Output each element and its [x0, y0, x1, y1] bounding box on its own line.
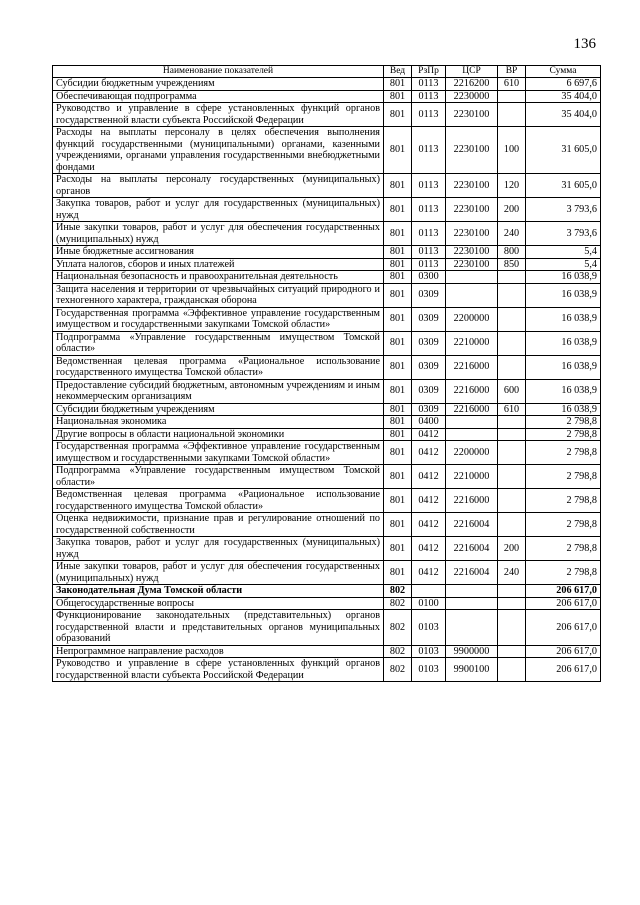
cell-rzpr: 0400 — [412, 416, 446, 429]
table-row — [53, 416, 601, 429]
cell-csr: 2216004 — [446, 537, 498, 561]
cell-sum: 5,4 — [526, 246, 601, 259]
budget-table — [52, 65, 601, 682]
cell-rzpr: 0113 — [412, 198, 446, 222]
cell-name: Оценка недвижимости, признание прав и регулирование отношений по государственной собственности — [53, 513, 384, 537]
cell-ved: 801 — [384, 561, 412, 585]
cell-rzpr: 0412 — [412, 428, 446, 441]
cell-csr: 2230100 — [446, 103, 498, 127]
cell-csr — [446, 283, 498, 307]
cell-sum: 16 038,9 — [526, 307, 601, 331]
cell-vr: 120 — [498, 174, 526, 198]
cell-sum: 2 798,8 — [526, 428, 601, 441]
cell-rzpr: 0309 — [412, 283, 446, 307]
table-row — [53, 90, 601, 103]
column-header-name: Наименование показателей — [53, 66, 384, 78]
cell-rzpr: 0113 — [412, 90, 446, 103]
cell-vr: 610 — [498, 403, 526, 416]
cell-ved: 801 — [384, 246, 412, 259]
cell-rzpr: 0113 — [412, 127, 446, 174]
cell-name: Субсидии бюджетным учреждениям — [53, 403, 384, 416]
cell-rzpr: 0103 — [412, 645, 446, 658]
cell-vr: 100 — [498, 127, 526, 174]
cell-ved: 801 — [384, 222, 412, 246]
cell-name: Национальная экономика — [53, 416, 384, 429]
cell-ved: 802 — [384, 597, 412, 610]
cell-rzpr: 0309 — [412, 403, 446, 416]
cell-vr: 240 — [498, 222, 526, 246]
cell-name: Иные закупки товаров, работ и услуг для обеспечения государственных (муниципальных) нужд — [53, 561, 384, 585]
cell-name: Подпрограмма «Управление государственным имуществом Томской области» — [53, 465, 384, 489]
cell-ved: 801 — [384, 428, 412, 441]
column-header-rzpr: РзПр — [412, 66, 446, 78]
table-row — [53, 428, 601, 441]
cell-sum: 2 798,8 — [526, 416, 601, 429]
column-header-ved: Вед — [384, 66, 412, 78]
table-header-row — [53, 66, 601, 78]
cell-csr: 2230100 — [446, 222, 498, 246]
cell-name: Закупка товаров, работ и услуг для государственных (муниципальных) нужд — [53, 198, 384, 222]
cell-vr — [498, 355, 526, 379]
cell-ved: 801 — [384, 489, 412, 513]
table-row — [53, 198, 601, 222]
cell-sum: 2 798,8 — [526, 561, 601, 585]
cell-sum: 16 038,9 — [526, 331, 601, 355]
cell-rzpr: 0412 — [412, 561, 446, 585]
cell-sum: 206 617,0 — [526, 597, 601, 610]
cell-csr — [446, 585, 498, 598]
cell-sum: 35 404,0 — [526, 90, 601, 103]
cell-name: Законодательная Дума Томской области — [53, 585, 384, 598]
table-row — [53, 403, 601, 416]
cell-csr: 2216000 — [446, 379, 498, 403]
cell-rzpr: 0113 — [412, 78, 446, 91]
cell-ved: 801 — [384, 379, 412, 403]
cell-sum: 5,4 — [526, 258, 601, 271]
cell-csr — [446, 610, 498, 646]
cell-csr: 2230100 — [446, 198, 498, 222]
cell-ved: 801 — [384, 78, 412, 91]
table-row — [53, 610, 601, 646]
table-row — [53, 78, 601, 91]
cell-sum: 2 798,8 — [526, 513, 601, 537]
cell-ved: 801 — [384, 258, 412, 271]
cell-name: Закупка товаров, работ и услуг для государственных (муниципальных) нужд — [53, 537, 384, 561]
cell-vr — [498, 271, 526, 284]
table-row — [53, 174, 601, 198]
cell-sum: 31 605,0 — [526, 174, 601, 198]
cell-name: Ведомственная целевая программа «Рациональное использование государственного имущества Томской области» — [53, 489, 384, 513]
cell-csr — [446, 271, 498, 284]
table-row — [53, 331, 601, 355]
table-row — [53, 307, 601, 331]
table-row — [53, 283, 601, 307]
cell-rzpr: 0113 — [412, 246, 446, 259]
cell-csr: 2230100 — [446, 127, 498, 174]
cell-vr — [498, 307, 526, 331]
cell-csr: 2216000 — [446, 489, 498, 513]
table-row — [53, 103, 601, 127]
cell-name: Ведомственная целевая программа «Рациональное использование государственного имущества Томской области» — [53, 355, 384, 379]
cell-name: Подпрограмма «Управление государственным имуществом Томской области» — [53, 331, 384, 355]
cell-csr: 2216000 — [446, 403, 498, 416]
cell-ved: 801 — [384, 103, 412, 127]
cell-rzpr: 0309 — [412, 379, 446, 403]
cell-csr: 2200000 — [446, 307, 498, 331]
cell-name: Руководство и управление в сфере установленных функций органов государственной власти субъекта Российской Федерации — [53, 103, 384, 127]
table-row — [53, 537, 601, 561]
cell-sum: 35 404,0 — [526, 103, 601, 127]
cell-rzpr: 0412 — [412, 441, 446, 465]
cell-vr — [498, 585, 526, 598]
cell-vr: 200 — [498, 198, 526, 222]
cell-name: Функционирование законодательных (представительных) органов государственной власти и представительных органов муниципальных образований — [53, 610, 384, 646]
cell-csr: 2200000 — [446, 441, 498, 465]
cell-rzpr: 0412 — [412, 513, 446, 537]
cell-csr: 2210000 — [446, 331, 498, 355]
cell-csr: 2216000 — [446, 355, 498, 379]
cell-rzpr: 0412 — [412, 537, 446, 561]
cell-ved: 801 — [384, 403, 412, 416]
cell-sum: 2 798,8 — [526, 441, 601, 465]
cell-rzpr — [412, 585, 446, 598]
cell-vr — [498, 103, 526, 127]
cell-vr — [498, 597, 526, 610]
table-row — [53, 222, 601, 246]
table-row — [53, 441, 601, 465]
cell-ved: 801 — [384, 441, 412, 465]
cell-ved: 802 — [384, 610, 412, 646]
cell-csr: 9900000 — [446, 645, 498, 658]
table-row — [53, 597, 601, 610]
cell-sum: 31 605,0 — [526, 127, 601, 174]
cell-vr: 610 — [498, 78, 526, 91]
cell-rzpr: 0412 — [412, 489, 446, 513]
cell-name: Руководство и управление в сфере установленных функций органов государственной власти субъекта Российской Федерации — [53, 658, 384, 682]
column-header-csr: ЦСР — [446, 66, 498, 78]
cell-csr — [446, 428, 498, 441]
cell-rzpr: 0113 — [412, 222, 446, 246]
table-row — [53, 246, 601, 259]
cell-ved: 801 — [384, 271, 412, 284]
page-number: 136 — [573, 36, 596, 52]
cell-rzpr: 0103 — [412, 610, 446, 646]
cell-name: Защита населения и территории от чрезвычайных ситуаций природного и техногенного характера, гражданская оборона — [53, 283, 384, 307]
cell-vr — [498, 283, 526, 307]
column-header-sum: Сумма — [526, 66, 601, 78]
cell-rzpr: 0113 — [412, 103, 446, 127]
table-row — [53, 379, 601, 403]
cell-sum: 16 038,9 — [526, 355, 601, 379]
cell-rzpr: 0100 — [412, 597, 446, 610]
cell-name: Субсидии бюджетным учреждениям — [53, 78, 384, 91]
cell-vr — [498, 645, 526, 658]
cell-ved: 801 — [384, 355, 412, 379]
table-row — [53, 271, 601, 284]
cell-vr — [498, 489, 526, 513]
cell-vr: 800 — [498, 246, 526, 259]
cell-ved: 802 — [384, 658, 412, 682]
cell-csr — [446, 597, 498, 610]
cell-ved: 801 — [384, 537, 412, 561]
cell-csr: 2210000 — [446, 465, 498, 489]
cell-sum: 16 038,9 — [526, 379, 601, 403]
table-row — [53, 513, 601, 537]
table-row — [53, 585, 601, 598]
cell-csr: 9900100 — [446, 658, 498, 682]
cell-name: Расходы на выплаты персоналу в целях обеспечения выполнения функций государственными (муниципальными) органами, казенными учреждениями, органами управления государственными внебюджетными фондами — [53, 127, 384, 174]
table-row — [53, 127, 601, 174]
table-row — [53, 645, 601, 658]
cell-vr: 240 — [498, 561, 526, 585]
cell-rzpr: 0309 — [412, 307, 446, 331]
cell-name: Уплата налогов, сборов и иных платежей — [53, 258, 384, 271]
cell-ved: 801 — [384, 174, 412, 198]
table-row — [53, 489, 601, 513]
table-row — [53, 355, 601, 379]
cell-vr: 200 — [498, 537, 526, 561]
column-header-vr: ВР — [498, 66, 526, 78]
cell-sum: 16 038,9 — [526, 271, 601, 284]
table-row — [53, 561, 601, 585]
cell-ved: 801 — [384, 283, 412, 307]
cell-rzpr: 0309 — [412, 355, 446, 379]
cell-vr — [498, 416, 526, 429]
cell-vr: 600 — [498, 379, 526, 403]
cell-rzpr: 0113 — [412, 258, 446, 271]
cell-sum: 2 798,8 — [526, 537, 601, 561]
cell-vr — [498, 331, 526, 355]
cell-csr: 2216200 — [446, 78, 498, 91]
cell-name: Обеспечивающая подпрограмма — [53, 90, 384, 103]
cell-ved: 802 — [384, 585, 412, 598]
cell-vr — [498, 90, 526, 103]
cell-name: Общегосударственные вопросы — [53, 597, 384, 610]
cell-vr — [498, 658, 526, 682]
cell-rzpr: 0113 — [412, 174, 446, 198]
cell-name: Государственная программа «Эффективное управление государственным имуществом и государственными закупками Томской области» — [53, 441, 384, 465]
cell-name: Национальная безопасность и правоохранительная деятельность — [53, 271, 384, 284]
cell-name: Предоставление субсидий бюджетным, автономным учреждениям и иным некоммерческим организациям — [53, 379, 384, 403]
cell-ved: 801 — [384, 465, 412, 489]
cell-rzpr: 0412 — [412, 465, 446, 489]
cell-vr — [498, 465, 526, 489]
cell-sum: 3 793,6 — [526, 222, 601, 246]
table-body — [53, 78, 601, 682]
cell-ved: 801 — [384, 90, 412, 103]
cell-sum: 206 617,0 — [526, 610, 601, 646]
cell-sum: 16 038,9 — [526, 403, 601, 416]
cell-name: Другие вопросы в области национальной экономики — [53, 428, 384, 441]
table-row — [53, 258, 601, 271]
cell-name: Непрограммное направление расходов — [53, 645, 384, 658]
cell-ved: 801 — [384, 307, 412, 331]
cell-rzpr: 0300 — [412, 271, 446, 284]
cell-rzpr: 0309 — [412, 331, 446, 355]
cell-ved: 801 — [384, 416, 412, 429]
cell-name: Иные бюджетные ассигнования — [53, 246, 384, 259]
cell-name: Государственная программа «Эффективное управление государственным имуществом и государственными закупками Томской области» — [53, 307, 384, 331]
cell-csr: 2216004 — [446, 561, 498, 585]
cell-sum: 2 798,8 — [526, 489, 601, 513]
cell-csr: 2230100 — [446, 258, 498, 271]
cell-sum: 16 038,9 — [526, 283, 601, 307]
cell-name: Расходы на выплаты персоналу государственных (муниципальных) органов — [53, 174, 384, 198]
cell-ved: 802 — [384, 645, 412, 658]
cell-sum: 206 617,0 — [526, 585, 601, 598]
cell-csr: 2230000 — [446, 90, 498, 103]
cell-ved: 801 — [384, 513, 412, 537]
cell-ved: 801 — [384, 331, 412, 355]
cell-sum: 6 697,6 — [526, 78, 601, 91]
cell-vr: 850 — [498, 258, 526, 271]
cell-rzpr: 0103 — [412, 658, 446, 682]
cell-sum: 2 798,8 — [526, 465, 601, 489]
cell-sum: 206 617,0 — [526, 645, 601, 658]
cell-csr: 2230100 — [446, 174, 498, 198]
cell-csr: 2216004 — [446, 513, 498, 537]
cell-vr — [498, 441, 526, 465]
cell-csr: 2230100 — [446, 246, 498, 259]
cell-ved: 801 — [384, 127, 412, 174]
cell-name: Иные закупки товаров, работ и услуг для обеспечения государственных (муниципальных) нужд — [53, 222, 384, 246]
cell-vr — [498, 513, 526, 537]
cell-vr — [498, 610, 526, 646]
cell-vr — [498, 428, 526, 441]
table-row — [53, 658, 601, 682]
cell-ved: 801 — [384, 198, 412, 222]
cell-sum: 3 793,6 — [526, 198, 601, 222]
cell-csr — [446, 416, 498, 429]
cell-sum: 206 617,0 — [526, 658, 601, 682]
table-row — [53, 465, 601, 489]
